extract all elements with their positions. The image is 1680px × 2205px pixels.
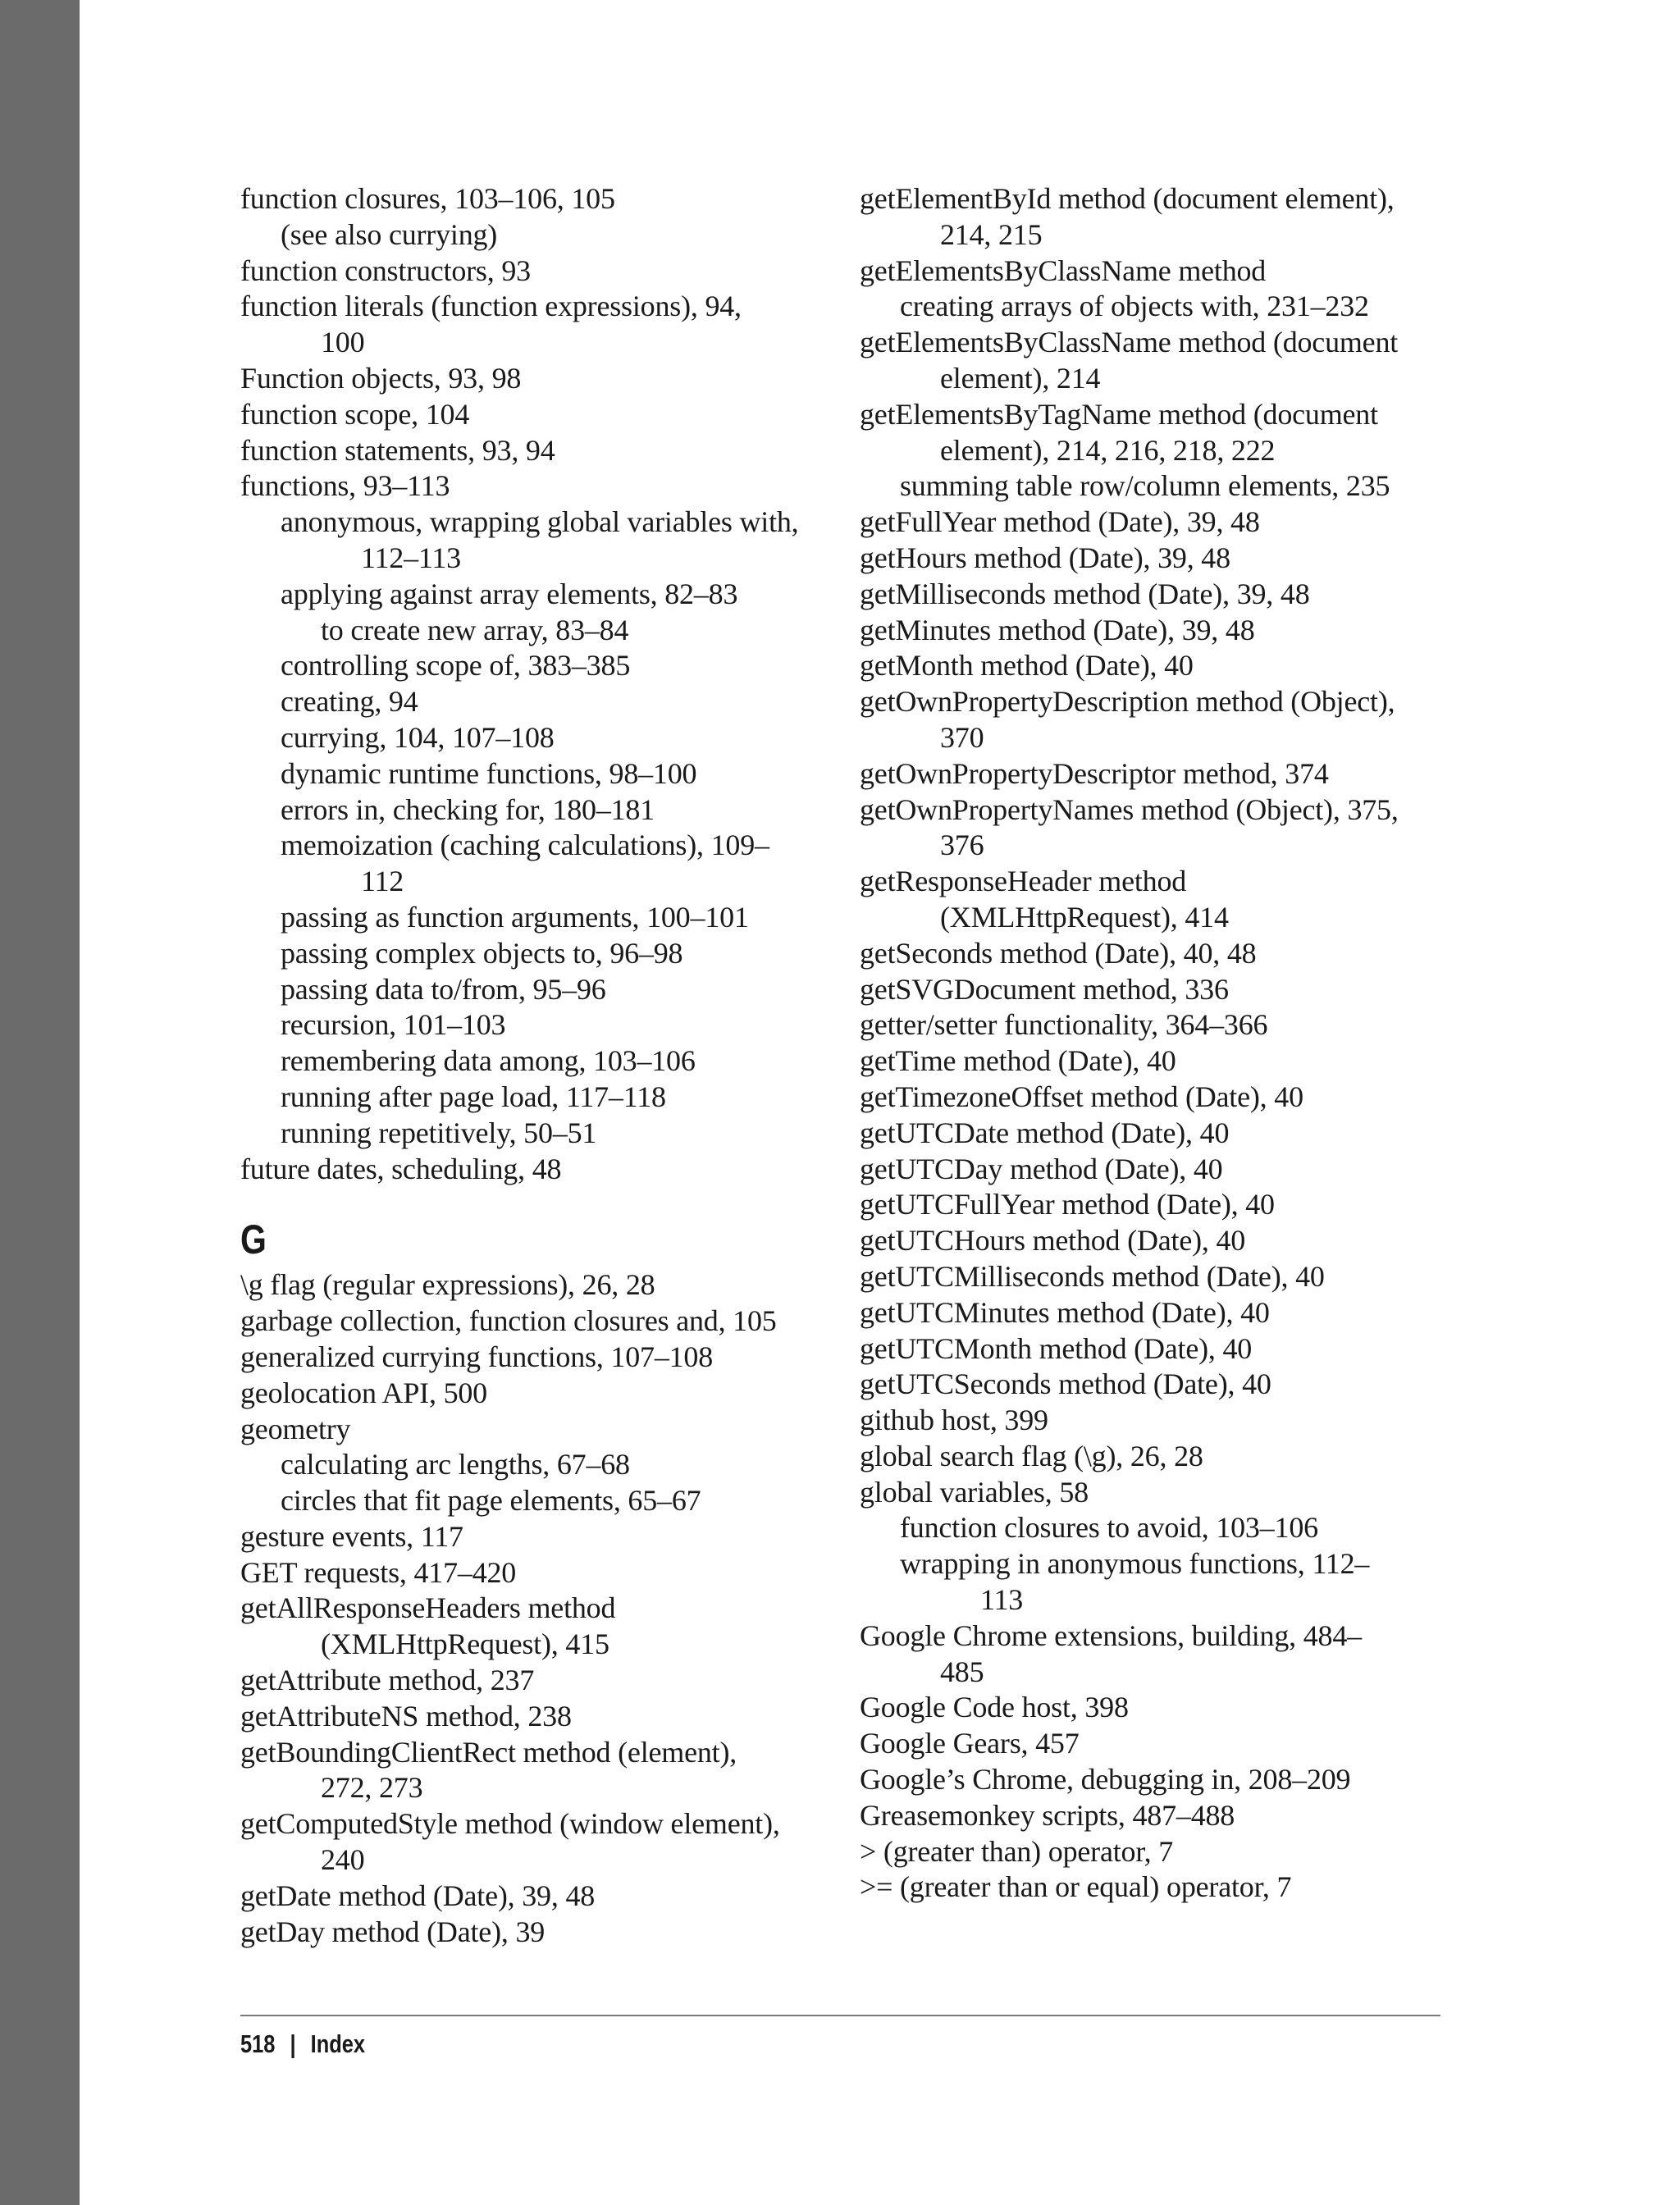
index-entry: github host, 399 (860, 1404, 1048, 1437)
index-subentry: 272, 273 (321, 1771, 423, 1805)
page-number: 518 (240, 2029, 276, 2058)
index-entry: getUTCDay method (Date), 40 (860, 1152, 1223, 1185)
index-entry: getUTCSeconds method (Date), 40 (860, 1367, 1271, 1401)
page-footer (240, 2028, 365, 2061)
index-subentry: controlling scope of, 383–385 (281, 649, 631, 682)
index-entry: gesture events, 117 (240, 1519, 463, 1553)
index-entry: getOwnPropertyDescription method (Object), (860, 685, 1395, 719)
index-subentry: wrapping in anonymous functions, 112– (900, 1547, 1370, 1581)
index-subentry: function closures to avoid, 103–106 (900, 1511, 1318, 1545)
index-entry: getHours method (Date), 39, 48 (860, 541, 1230, 574)
index-entry: getter/setter functionality, 364–366 (860, 1008, 1268, 1042)
footer-rule (240, 2015, 1440, 2016)
section-letter-heading: G (240, 1217, 267, 1263)
footer-section: Index (310, 2029, 366, 2058)
index-column-right (860, 181, 1450, 1906)
index-entry: getUTCDate method (Date), 40 (860, 1116, 1230, 1149)
index-subentry: 112–113 (361, 541, 461, 574)
footer-separator: | (290, 2029, 296, 2058)
index-entry: function literals (function expressions), 94, (240, 290, 742, 323)
index-entry: getUTCMonth method (Date), 40 (860, 1331, 1253, 1365)
index-subentry: circles that fit page elements, 65–67 (281, 1484, 701, 1518)
index-subentry: dynamic runtime functions, 98–100 (281, 756, 697, 790)
index-entry: geometry (240, 1412, 351, 1445)
index-subentry: element), 214 (940, 361, 1101, 395)
index-entry: getResponseHeader method (860, 865, 1187, 898)
index-entry: getMinutes method (Date), 39, 48 (860, 613, 1255, 646)
index-entry: \g flag (regular expressions), 26, 28 (240, 1268, 655, 1302)
index-subentry: summing table row/column elements, 235 (900, 469, 1390, 503)
index-subentry: currying, 104, 107–108 (281, 720, 555, 754)
index-entry: getElementsByTagName method (document (860, 397, 1378, 431)
index-subentry: creating, 94 (281, 685, 418, 719)
index-subentry: applying against array elements, 82–83 (281, 577, 738, 610)
index-entry: getUTCMilliseconds method (Date), 40 (860, 1259, 1325, 1293)
index-entry: getUTCHours method (Date), 40 (860, 1224, 1246, 1258)
index-subentry: passing as function arguments, 100–101 (281, 900, 749, 934)
index-entry: getOwnPropertyDescriptor method, 374 (860, 756, 1329, 790)
index-subentry: memoization (caching calculations), 109– (281, 829, 769, 862)
index-entry: garbage collection, function closures and, 105 (240, 1304, 777, 1338)
index-entry: future dates, scheduling, 48 (240, 1152, 562, 1185)
index-subentry: 485 (940, 1655, 984, 1688)
index-entry: geolocation API, 500 (240, 1376, 487, 1409)
index-entry: Google Gears, 457 (860, 1727, 1080, 1760)
index-subentry: passing complex objects to, 96–98 (281, 936, 683, 970)
index-subentry: creating arrays of objects with, 231–232 (900, 290, 1369, 323)
index-entry: getAllResponseHeaders method (240, 1591, 616, 1625)
index-entry: global search flag (\g), 26, 28 (860, 1439, 1203, 1472)
index-entry: getTime method (Date), 40 (860, 1044, 1176, 1078)
index-entry: functions, 93–113 (240, 469, 450, 503)
index-subentry: remembering data among, 103–106 (281, 1044, 696, 1078)
index-subentry: running after page load, 117–118 (281, 1080, 666, 1113)
index-subentry: 214, 215 (940, 217, 1043, 251)
index-entry: function constructors, 93 (240, 253, 531, 287)
index-entry: function scope, 104 (240, 397, 470, 431)
index-subentry: passing data to/from, 95–96 (281, 972, 606, 1006)
index-entry: getElementById method (document element), (860, 182, 1395, 215)
index-entry: getComputedStyle method (window element), (240, 1807, 780, 1841)
index-subentry: calculating arc lengths, 67–68 (281, 1448, 630, 1481)
index-entry: Google Chrome extensions, building, 484– (860, 1618, 1362, 1652)
index-entry: getBoundingClientRect method (element), (240, 1735, 737, 1769)
index-subentry: 112 (361, 865, 404, 898)
index-entry: > (greater than) operator, 7 (860, 1834, 1174, 1868)
index-entry: global variables, 58 (860, 1475, 1089, 1509)
index-subentry: (XMLHttpRequest), 414 (940, 900, 1229, 934)
index-subentry: 240 (321, 1843, 365, 1877)
index-entry: >= (greater than or equal) operator, 7 (860, 1870, 1292, 1904)
index-entry: getTimezoneOffset method (Date), 40 (860, 1080, 1303, 1113)
index-subentry: element), 214, 216, 218, 222 (940, 433, 1276, 467)
index-entry: getSeconds method (Date), 40, 48 (860, 936, 1257, 970)
index-subentry: recursion, 101–103 (281, 1008, 506, 1042)
index-subentry: 100 (321, 326, 365, 359)
index-entry: getFullYear method (Date), 39, 48 (860, 505, 1260, 539)
index-subentry: (XMLHttpRequest), 415 (321, 1628, 609, 1661)
index-subentry: 113 (980, 1583, 1024, 1617)
index-subentry: 376 (940, 829, 984, 862)
index-entry: getDate method (Date), 39, 48 (240, 1879, 596, 1912)
index-column-left (240, 181, 831, 1950)
index-entry: Google’s Chrome, debugging in, 208–209 (860, 1763, 1351, 1796)
index-subentry: anonymous, wrapping global variables with, (281, 505, 799, 539)
index-subentry: 370 (940, 720, 984, 754)
index-entry: getElementsByClassName method (document (860, 326, 1399, 359)
index-entry: getMonth method (Date), 40 (860, 649, 1194, 682)
index-entry: function closures, 103–106, 105 (240, 182, 615, 215)
index-entry: generalized currying functions, 107–108 (240, 1340, 714, 1373)
index-entry: GET requests, 417–420 (240, 1555, 517, 1589)
index-subentry: errors in, checking for, 180–181 (281, 792, 655, 826)
page-edge-gutter (0, 0, 80, 2205)
index-entry: getUTCMinutes method (Date), 40 (860, 1295, 1270, 1329)
index-entry: getSVGDocument method, 336 (860, 972, 1229, 1006)
index-entry: function statements, 93, 94 (240, 433, 555, 467)
index-entry: Greasemonkey scripts, 487–488 (860, 1798, 1235, 1832)
index-entry: getUTCFullYear method (Date), 40 (860, 1188, 1275, 1221)
index-entry: Function objects, 93, 98 (240, 361, 522, 395)
index-entry: getAttributeNS method, 238 (240, 1699, 572, 1732)
index-entry: getOwnPropertyNames method (Object), 375, (860, 792, 1399, 826)
index-entry: Google Code host, 398 (860, 1691, 1129, 1724)
index-entry: getAttribute method, 237 (240, 1664, 535, 1697)
index-entry: getElementsByClassName method (860, 253, 1267, 287)
index-subentry: to create new array, 83–84 (321, 613, 629, 646)
index-subentry: running repetitively, 50–51 (281, 1116, 597, 1149)
index-subentry: (see also currying) (281, 217, 498, 251)
index-entry: getMilliseconds method (Date), 39, 48 (860, 577, 1310, 610)
index-entry: getDay method (Date), 39 (240, 1915, 546, 1948)
